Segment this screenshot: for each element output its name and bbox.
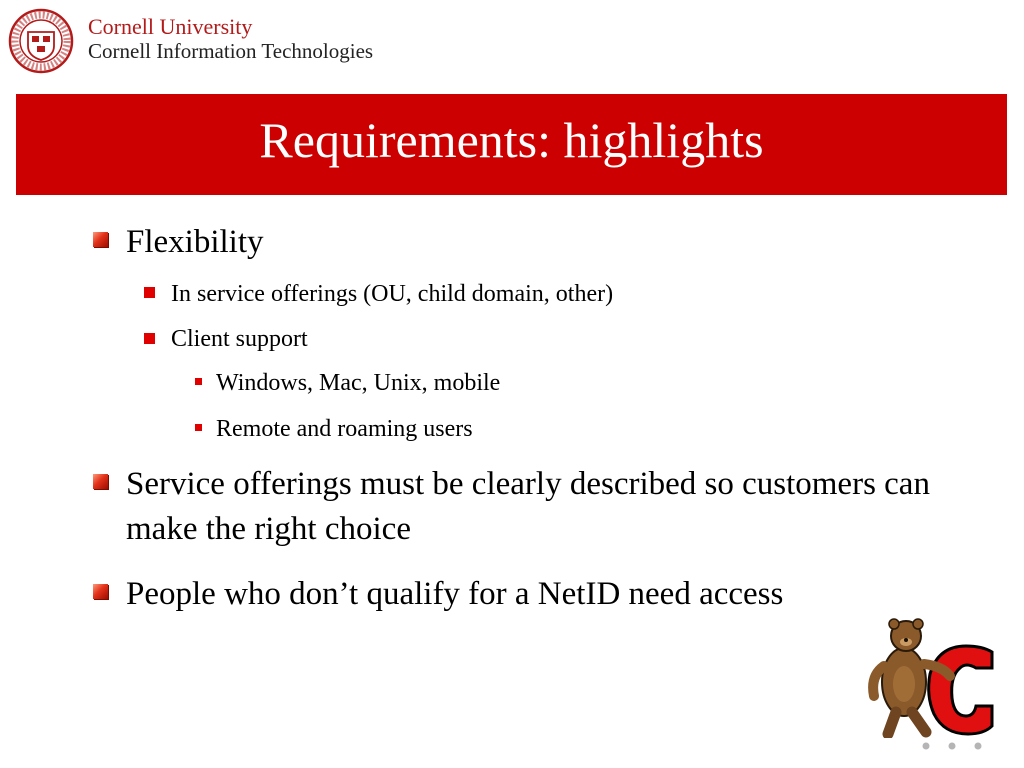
department-name: Cornell Information Technologies (88, 39, 374, 64)
bullet-icon (93, 474, 108, 489)
cornell-bear-mascot-icon (866, 616, 998, 738)
sub-sub-bullet-item: Remote and roaming users (216, 416, 473, 442)
sub-sub-bullet-item: Windows, Mac, Unix, mobile (216, 370, 501, 396)
bullet-item: Service offerings must be clearly described so customers can make the right choice (126, 466, 930, 547)
sub-bullet-icon (144, 287, 155, 298)
bullet-item: Flexibility (126, 224, 264, 260)
sub-bullet-item: Client support (171, 326, 308, 352)
university-name: Cornell University (88, 14, 253, 39)
sub-sub-bullet-icon (195, 378, 202, 385)
bullet-icon (93, 232, 108, 247)
sub-bullet-item: In service offerings (OU, child domain, other) (171, 281, 614, 307)
sub-bullet-icon (144, 333, 155, 344)
sub-sub-bullet-icon (195, 424, 202, 431)
bullet-item: People who don’t qualify for a NetID need access (126, 576, 784, 612)
ellipsis-icon (921, 741, 983, 751)
bullet-icon (93, 584, 108, 599)
slide-title: Requirements: highlights (259, 112, 764, 168)
